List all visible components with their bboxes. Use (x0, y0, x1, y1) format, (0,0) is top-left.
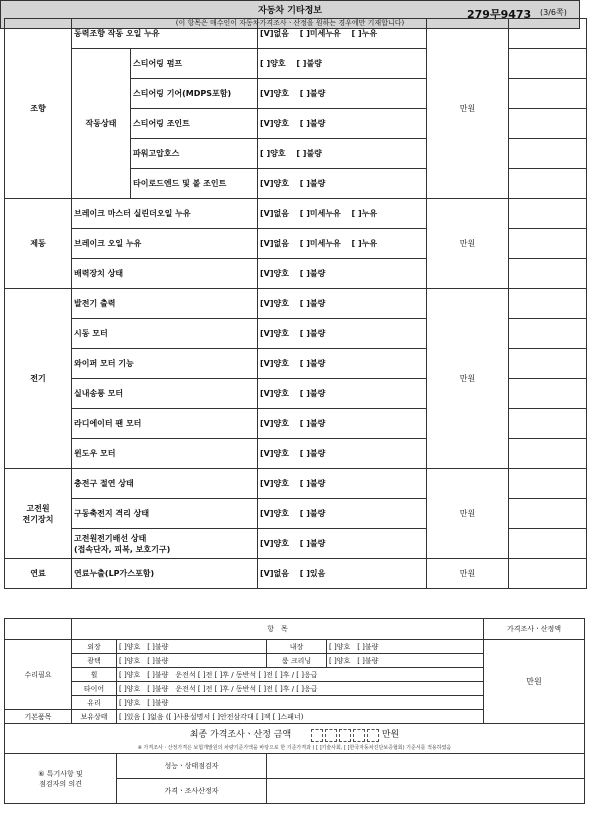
opinion-row (5, 754, 585, 779)
blank-cell (509, 319, 587, 349)
row-status[interactable]: [ ]양호 [ ]불량 (327, 640, 484, 654)
blank-cell (509, 439, 587, 469)
item-label: 스티어링 조인트 (131, 109, 258, 139)
etc-info-subtitle: (이 항목은 매수인이 자동차가격조사ㆍ산정을 원하는 경우에만 기재합니다) (175, 19, 405, 27)
col-price: 가격조사ㆍ산정액 (484, 619, 585, 640)
price-cell[interactable]: 만원 (427, 289, 509, 469)
blank-cell (509, 409, 587, 439)
item-status[interactable]: [V]양호 [ ]불량 (258, 259, 427, 289)
item-status[interactable]: [V]양호 [ ]불량 (258, 469, 427, 499)
etc-info-table (4, 618, 585, 804)
item-label-line1: 고전원전기배선 상태 (74, 533, 147, 543)
col-item: 항 목 (72, 619, 484, 640)
item-status[interactable]: [V]양호 [ ]불량 (258, 169, 427, 199)
item-status[interactable]: [V]양호 [ ]불량 (258, 319, 427, 349)
etc-info-title: 자동차 기타정보 (258, 6, 322, 16)
group-label: 작동상태 (72, 49, 131, 199)
item-label: 시동 모터 (72, 319, 258, 349)
item-label: 동력조향 작동 오일 누유 (72, 19, 258, 49)
row-status[interactable]: [ ]양호 [ ]불량 (117, 640, 267, 654)
table-row (5, 640, 585, 654)
blank-cell (509, 469, 587, 499)
opinion-price-label: 가격ㆍ조사산정자 (117, 779, 267, 804)
row-status[interactable]: [ ]양호 [ ]불량 운전석 [ ]전 [ ]후 / 동반석 [ ]전 [ ]후 / [ ]응급 (117, 682, 484, 696)
amount-box[interactable] (367, 729, 379, 742)
final-price-line (7, 727, 582, 742)
item-status[interactable]: [V]양호 [ ]불량 (258, 79, 427, 109)
blank-cell (509, 349, 587, 379)
amount-box[interactable] (311, 729, 323, 742)
final-price-cell (5, 724, 585, 754)
basic-label: 기본품목 (5, 710, 72, 724)
row-label: 룸 크리닝 (267, 654, 327, 668)
final-price-label: 최종 가격조사ㆍ산정 금액 (189, 730, 292, 741)
section-steering: 조향 (5, 19, 72, 199)
item-label: 연료누출(LP가스포함) (72, 559, 258, 589)
amount-box[interactable] (325, 729, 337, 742)
price-cell[interactable]: 만원 (427, 559, 509, 589)
table-row (5, 199, 587, 229)
page-number: (3/6쪽) (540, 8, 567, 17)
item-label: 와이퍼 모터 기능 (72, 349, 258, 379)
blank-cell (509, 529, 587, 559)
item-status[interactable]: [V]양호 [ ]불량 (258, 499, 427, 529)
item-status[interactable]: [V]양호 [ ]불량 (258, 409, 427, 439)
item-status[interactable]: [V]양호 [ ]불량 (258, 109, 427, 139)
item-status[interactable]: [V]양호 [ ]불량 (258, 439, 427, 469)
blank-cell (509, 379, 587, 409)
item-label: 구동축전지 격리 상태 (72, 499, 258, 529)
final-price-note: ※ 가격조사ㆍ산정가격은 보험개발원의 차량기준가액을 바탕으로 한 기준가격과 ( [ ]기술사회, [ ]한국자동차진단보증협회) 기준서를 적용하였음 (137, 744, 452, 751)
item-status[interactable]: [ ]양호 [ ]불량 (258, 139, 427, 169)
blank-cell (5, 619, 72, 640)
item-label: 실내송풍 모터 (72, 379, 258, 409)
section-name-line2: 전기장치 (22, 514, 54, 524)
section-brake: 제동 (5, 199, 72, 289)
item-status[interactable]: [V]없음 [ ]미세누유 [ ]누유 (258, 19, 427, 49)
item-label: 브레이크 오일 누유 (72, 229, 258, 259)
section-name-line1: 고전원 (26, 503, 50, 513)
item-label: 윈도우 모터 (72, 439, 258, 469)
price-cell[interactable]: 만원 (427, 469, 509, 559)
item-label: 라디에이터 팬 모터 (72, 409, 258, 439)
opinion-price-field[interactable] (267, 779, 585, 804)
row-label: 유리 (72, 696, 117, 710)
price-cell[interactable]: 만원 (427, 19, 509, 199)
final-price-row (5, 724, 585, 754)
final-price-unit: 만원 (381, 730, 400, 741)
blank-cell (509, 289, 587, 319)
amount-box[interactable] (339, 729, 351, 742)
section-high-voltage (5, 469, 72, 559)
item-label: 발전기 출력 (72, 289, 258, 319)
row-status[interactable]: [ ]양호 [ ]불량 (117, 696, 484, 710)
blank-cell (509, 229, 587, 259)
row-status[interactable]: [ ]양호 [ ]불량 (327, 654, 484, 668)
repair-price[interactable]: 만원 (484, 640, 585, 724)
blank-cell (509, 49, 587, 79)
row-label: 타이어 (72, 682, 117, 696)
item-label: 스티어링 기어(MDPS포함) (131, 79, 258, 109)
item-status[interactable]: [V]없음 [ ]미세누유 [ ]누유 (258, 229, 427, 259)
item-status[interactable]: [V]없음 [ ]있음 (258, 559, 427, 589)
row-label: 광택 (72, 654, 117, 668)
item-status[interactable]: [V]양호 [ ]불량 (258, 289, 427, 319)
blank-cell (509, 109, 587, 139)
row-label: 내장 (267, 640, 327, 654)
blank-cell (509, 559, 587, 589)
item-label: 배력장치 상태 (72, 259, 258, 289)
item-label (72, 529, 258, 559)
item-status[interactable]: [V]없음 [ ]미세누유 [ ]누유 (258, 199, 427, 229)
section-fuel: 연료 (5, 559, 72, 589)
row-label: 휠 (72, 668, 117, 682)
table-row (5, 19, 587, 49)
opinion-perf-label: 성능ㆍ상태점검자 (117, 754, 267, 779)
row-status[interactable]: [ ]양호 [ ]불량 (117, 654, 267, 668)
blank-cell (509, 139, 587, 169)
section-electric: 전기 (5, 289, 72, 469)
table-row (5, 469, 587, 499)
blank-cell (509, 19, 587, 49)
opinion-label-line1: ⑥ 특기사항 및 (38, 769, 83, 778)
amount-box[interactable] (353, 729, 365, 742)
price-cell[interactable]: 만원 (427, 199, 509, 289)
item-label: 타이로드엔드 및 볼 조인트 (131, 169, 258, 199)
page-header (0, 4, 589, 21)
item-label: 파워고압호스 (131, 139, 258, 169)
row-label: 외장 (72, 640, 117, 654)
blank-cell (509, 499, 587, 529)
table-row (5, 289, 587, 319)
item-status[interactable]: [ ]양호 [ ]불량 (258, 49, 427, 79)
blank-cell (509, 259, 587, 289)
table-header-row (5, 619, 585, 640)
basic-sub: 보유상태 (72, 710, 117, 724)
item-label-line2: (접속단자, 피복, 보호기구) (74, 544, 171, 554)
blank-cell (509, 169, 587, 199)
item-status[interactable]: [V]양호 [ ]불량 (258, 529, 427, 559)
row-status[interactable]: [ ]양호 [ ]불량 운전석 [ ]전 [ ]후 / 동반석 [ ]전 [ ]후 / [ ]응급 (117, 668, 484, 682)
item-label: 스티어링 펌프 (131, 49, 258, 79)
item-label: 충전구 절연 상태 (72, 469, 258, 499)
opinion-label-line2: 점검자의 의견 (39, 779, 82, 788)
table-row (5, 559, 587, 589)
item-label: 브레이크 마스터 실린더오일 누유 (72, 199, 258, 229)
opinion-label (5, 754, 117, 804)
item-status[interactable]: [V]양호 [ ]불량 (258, 349, 427, 379)
document-id: 279무9473 (467, 8, 532, 21)
blank-cell (509, 79, 587, 109)
opinion-perf-field[interactable] (267, 754, 585, 779)
item-status[interactable]: [V]양호 [ ]불량 (258, 379, 427, 409)
repair-label: 수리필요 (5, 640, 72, 710)
blank-cell (509, 199, 587, 229)
basic-status[interactable]: [ ]있음 [ ]없음 ([ ]사용설명서 [ ]안전삼각대 [ ]잭 [ ]스패너) (117, 710, 484, 724)
inspection-table (4, 18, 587, 589)
